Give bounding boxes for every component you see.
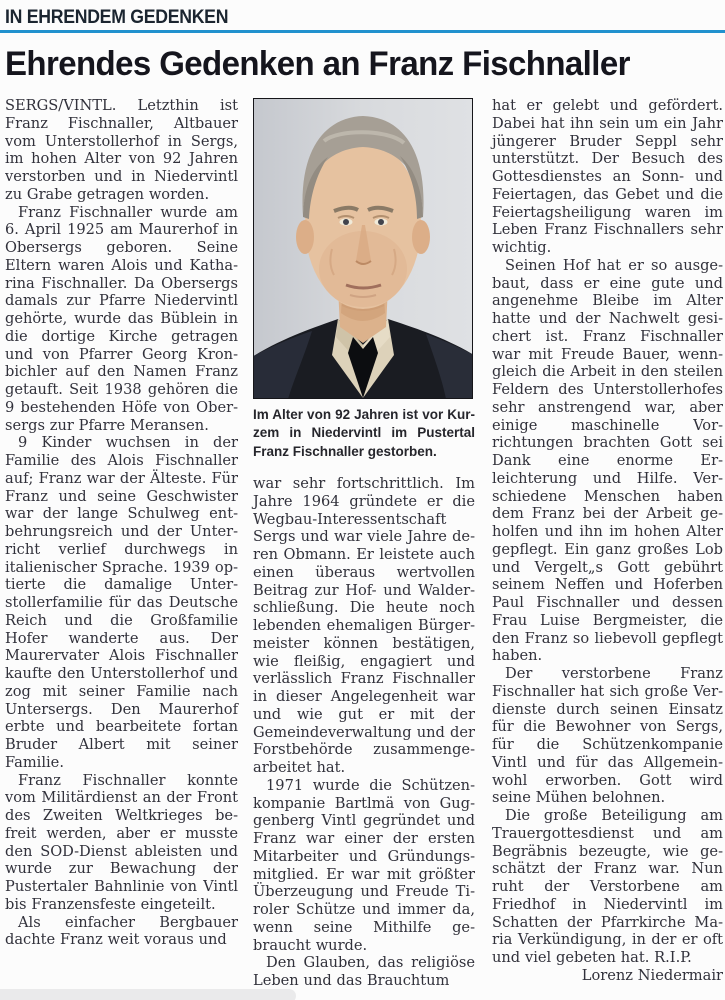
paragraph: Die große Beteiligung am Trauergottesdienst und am Begräbnis bezeugte, wie geschätzt der Franz war. Nun ruht der Verstorbene am Friedhof in Niedervintl im Schatten der Pfarrkirche Maria Verkündigung, in der er oft und viel gebeten hat. R.I.P.: [492, 807, 723, 966]
portrait-photo: [253, 98, 473, 399]
article-body: [5, 97, 725, 989]
paragraph: Als einfacher Bergbauer dachte Franz weit voraus und: [5, 913, 238, 949]
paragraph: Der verstorbene Franz Fischnaller hat sich große Verdienste durch seinen Einsatz für die Bewohner von Sergs, für die Schützenkompanie Vintl und für das Allgemeinwohl erworben. Gott wird seine Mühen belohnen.: [492, 665, 723, 807]
photo-caption: Im Alter von 92 Jahren ist vor Kurzem in Niedervintl im Pustertal Franz Fischnaller gestorben.: [253, 407, 475, 459]
paragraph: hat er gelebt und gefördert. Dabei hat ihn sein um ein Jahr jüngerer Bruder Seppl sehr unterstützt. Der Besuch des Gottesdienstes an Sonn- und Feiertagen, das Gebet und die Feiertagsheiligung waren im Leben Franz Fischnallers sehr wichtig.: [492, 97, 723, 256]
paragraph: 9 Kinder wuchsen in der Familie des Alois Fischnaller auf; Franz war der Älteste. Für Franz und seine Geschwister war der lange Schulweg entbehrungsreich und der Unterricht verlief durchwegs in italienischer Sprache. 1939 optierte die damalige Unterstollerfamilie für das Deutsche Reich und die Großfamilie Hofer wanderte aus. Der Maurervater Alois Fischnaller kaufte den Unterstollerhof und zog mit seiner Familie nach Untersergs. Den Maurerhof erbte und bearbeitete fortan Bruder Albert mit seiner Familie.: [5, 434, 238, 771]
paragraph: war sehr fortschrittlich. Im Jahre 1964 gründete er die Wegbau-Interessentschaft Sergs und war viele Jahre deren Obmann. Er leistete auch einen überaus wertvollen Beitrag zur Hof- und Walderschließung. Die heute noch lebenden ehemaligen Bürgermeister können bestätigen, wie fleißig, engagiert und verlässlich Franz Fischnaller in dieser Angelegenheit war und wie gut er mit der Gemeindeverwaltung und der Forstbehörde zusammengearbeitet hat.: [253, 475, 475, 777]
paragraph: Franz Fischnaller konnte vom Militärdienst an der Front des Zweiten Weltkrieges befreit werden, aber er musste den SOD-Dienst ableisten und wurde zur Bewachung der Pustertaler Bahnlinie von Vintl bis Franzensfeste eingeteilt.: [5, 771, 238, 913]
column-1: [5, 97, 238, 989]
page-bottom-strip: [0, 989, 296, 1000]
paragraph: 1971 wurde die Schützenkompanie Bartlmä von Guggenberg Vintl gegründet und Franz war einer der ersten Mitarbeiter und Gründungsmitglied. Er war mit größter Überzeugung und Freude Tiroler Schütze und immer da, wenn seine Mithilfe gebraucht wurde.: [253, 776, 475, 954]
paragraph: SERGS/VINTL. Letzthin ist Franz Fischnaller, Altbauer vom Unterstollerhof in Sergs, im hohen Alter von 92 Jahren verstorben und in Niedervintl zu Grabe getragen worden.: [5, 97, 238, 203]
paragraph: Den Glauben, das religiöse Leben und das Brauchtum: [253, 954, 475, 989]
column-2: [253, 97, 475, 989]
paragraph: Franz Fischnaller wurde am 6. April 1925 am Maurerhof in Obersergs geboren. Seine Eltern waren Alois und Katharina Fischnaller. Da Obersergs damals zur Pfarre Niedervintl gehörte, wurde das Büblein in die dortige Kirche getragen und von Pfarrer Georg Kronbichler auf den Namen Franz getauft. Seit 1938 gehören die 9 bestehenden Höfe von Obersergs zur Pfarre Meransen.: [5, 203, 238, 434]
column-3: [492, 97, 723, 989]
paragraph: Seinen Hof hat er so ausgebaut, dass er eine gute und angenehme Bleibe im Alter hatte und der Nachwelt gesichert ist. Franz Fischnaller war mit Freude Bauer, wenngleich die Arbeit in den steilen Feldern des Unterstollerhofes sehr anstrengend war, aber einige maschinelle Vorrichtungen brachten Gott sei Dank eine enorme Erleichterung und Hilfe. Verschiedene Menschen haben dem Franz bei der Arbeit geholfen und ihn im hohen Alter gepflegt. Ein ganz großes Lob und Vergelt„s Gott gebührt seinem Neffen und Hoferben Paul Fischnaller und dessen Frau Luise Bergmeister, die den Franz so liebevoll gepflegt haben.: [492, 256, 723, 665]
obituary-photo-figure: [253, 98, 475, 461]
section-rule: [0, 30, 725, 33]
section-header: [0, 0, 725, 29]
section-kicker: IN EHRENDEM GEDENKEN: [5, 7, 229, 28]
author-byline: Lorenz Niedermair: [581, 966, 723, 984]
article-headline: Ehrendes Gedenken an Franz Fischnaller: [5, 45, 630, 83]
